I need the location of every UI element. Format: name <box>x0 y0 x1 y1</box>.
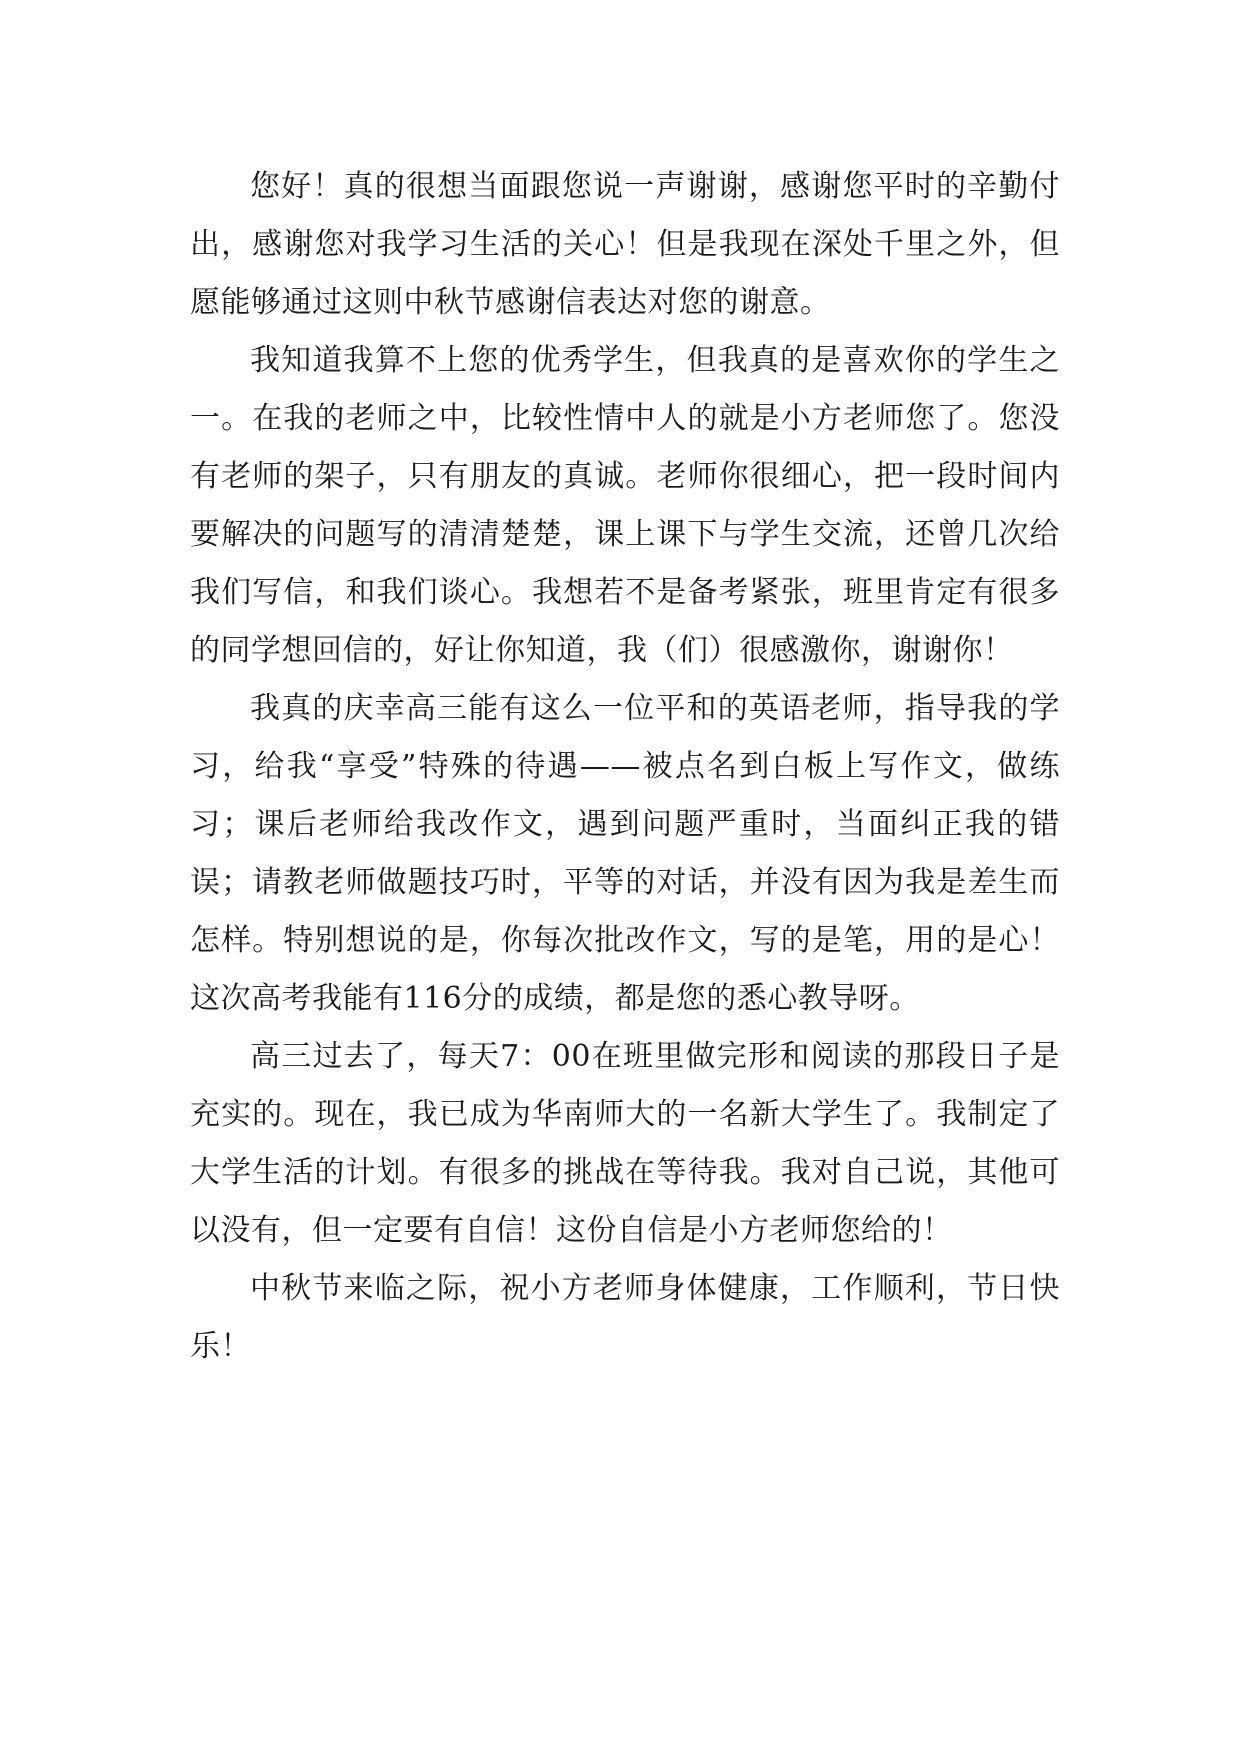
paragraph-2: 我知道我算不上您的优秀学生，但我真的是喜欢你的学生之一。在我的老师之中，比较性情中人的就是小方老师您了。您没有老师的架子，只有朋友的真诚。老师你很细心，把一段时间内要解决的问题写的清清楚楚，课上课下与学生交流，还曾几次给我们写信，和我们谈心。我想若不是备考紧张，班里肯定有很多的同学想回信的，好让你知道，我（们）很感激你，谢谢你！ <box>190 343 1060 668</box>
paragraph-4: 高三过去了，每天7：00在班里做完形和阅读的那段日子是充实的。现在，我已成为华南师大的一名新大学生了。我制定了大学生活的计划。有很多的挑战在等待我。我对自己说，其他可以没有，但一定要有自信！这份自信是小方老师您给的！ <box>190 1039 1060 1248</box>
letter-body <box>190 158 1060 1376</box>
paragraph-3: 我真的庆幸高三能有这么一位平和的英语老师，指导我的学习，给我“享受”特殊的待遇——被点名到白板上写作文，做练习；课后老师给我改作文，遇到问题严重时，当面纠正我的错误；请教老师做题技巧时，平等的对话，并没有因为我是差生而怎样。特别想说的是，你每次批改作文，写的是笔，用的是心！这次高考我能有116分的成绩，都是您的悉心教导呀。 <box>190 691 1060 1016</box>
paragraph-1: 您好！真的很想当面跟您说一声谢谢，感谢您平时的辛勤付出，感谢您对我学习生活的关心！但是我现在深处千里之外，但愿能够通过这则中秋节感谢信表达对您的谢意。 <box>190 169 1060 320</box>
paragraph-5: 中秋节来临之际，祝小方老师身体健康，工作顺利，节日快乐！ <box>190 1271 1060 1364</box>
